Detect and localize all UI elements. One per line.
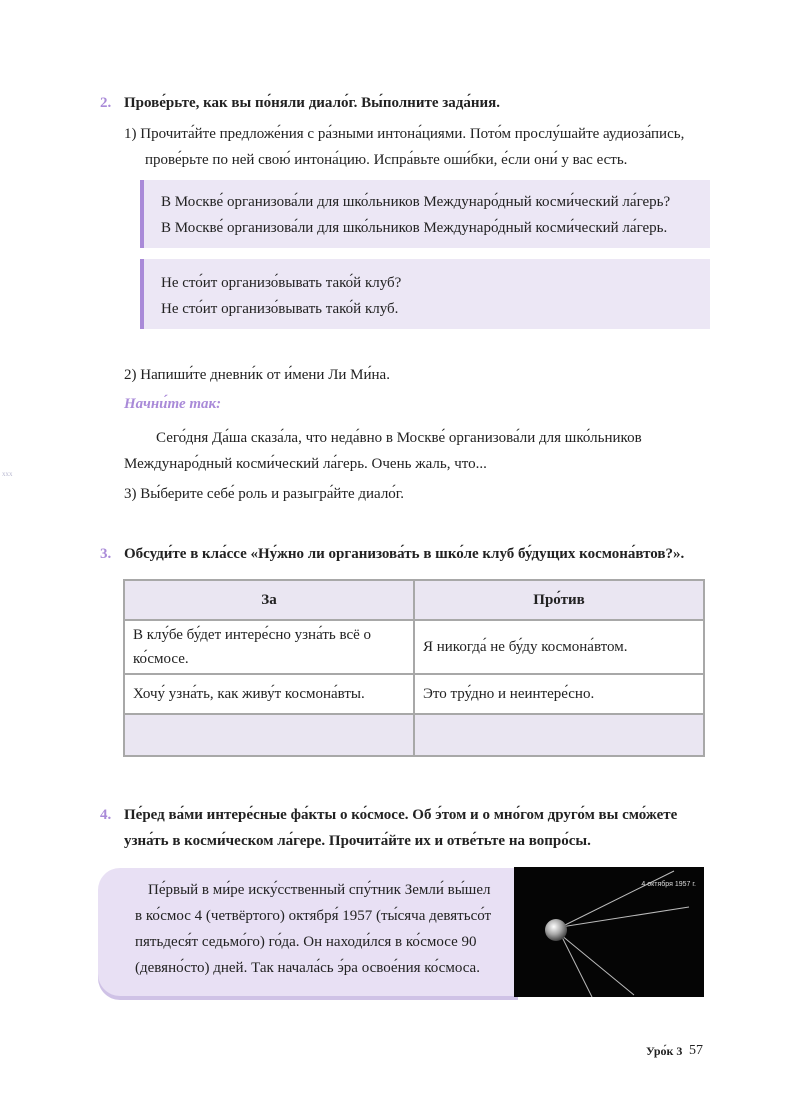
start-label: Начни́те так:	[124, 396, 222, 412]
header-contra: Про́тив	[415, 581, 703, 619]
table-row	[125, 621, 703, 673]
task-4-heading-line2: узна́ть в косми́ческом ла́гере. Прочита́йте их и отве́тьте на вопро́сы.	[124, 833, 591, 849]
table-cell	[415, 715, 703, 755]
task-2-sub1-line2: прове́рьте по ней свою́ интона́цию. Испра́вьте оши́бки, е́сли они́ у вас есть.	[145, 152, 628, 168]
task-4-number: 4.	[100, 807, 112, 823]
pro-contra-table	[123, 579, 705, 757]
table-cell: Это тру́дно и неинтере́сно.	[415, 675, 703, 713]
table-cell: Я никогда́ не бу́ду космона́втом.	[415, 621, 703, 673]
table-cell: Хочу́ узна́ть, как живу́т космона́вты.	[125, 675, 413, 713]
fact-line2: в ко́смос 4 (четвёртого) октября́ 1957 (ты́сяча девятьсо́т	[135, 908, 492, 924]
task-2-heading: Прове́рьте, как вы по́няли диало́г. Вы́полните зада́ния.	[124, 95, 501, 111]
table-row	[125, 675, 703, 713]
box1-question: В Москве́ организова́ли для шко́льников Междунаро́дный косми́ческий ла́герь?	[161, 194, 671, 210]
box2-question: Не сто́ит организо́вывать тако́й клуб?	[161, 275, 402, 291]
box2-statement: Не сто́ит организо́вывать тако́й клуб.	[161, 301, 399, 317]
task-2-sub3: 3) Вы́берите себе́ роль и разыгра́йте диало́г.	[124, 486, 405, 502]
task-4-heading-line1: Пе́ред ва́ми интере́сные фа́кты о ко́смосе. Об э́том и о мно́гом друго́м вы смо́жете	[124, 807, 678, 823]
page-number: 57	[689, 1043, 703, 1058]
task-3-number: 3.	[100, 546, 112, 562]
table-header-row	[125, 581, 703, 619]
fact-line1: Пе́рвый в ми́ре иску́сственный спу́тник Земли́ вы́шел	[148, 882, 491, 898]
table-cell	[125, 715, 413, 755]
task-3-heading: Обсуди́те в кла́ссе «Ну́жно ли организова́ть в шко́ле клуб бу́дущих космона́втов?».	[124, 546, 685, 562]
sample-line1: Сего́дня Да́ша сказа́ла, что неда́вно в Москве́ организова́ли для шко́льников	[156, 430, 642, 446]
intonation-box-2	[140, 259, 710, 329]
intonation-box-1	[140, 180, 710, 248]
sample-line2: Междунаро́дный косми́ческий ла́герь. Очень жаль, что...	[124, 456, 487, 472]
sputnik-photo	[514, 867, 704, 997]
task-2-sub1-line1: 1) Прочита́йте предложе́ния с ра́зными интона́циями. Пото́м прослу́шайте аудиоза́пись,	[124, 126, 685, 142]
table-cell: В клу́бе бу́дет интере́сно узна́ть всё о ко́смосе.	[125, 621, 413, 673]
task-2-sub2: 2) Напиши́те дневни́к от и́мени Ли Ми́на.	[124, 367, 390, 383]
fact-box	[98, 868, 518, 996]
fact-line3: пятьдеся́т седьмо́го) го́да. Он находи́лся в ко́смосе 90	[135, 934, 477, 950]
table-row	[125, 715, 703, 755]
photo-caption: 4 октября 1957 г.	[641, 881, 696, 888]
box1-statement: В Москве́ организова́ли для шко́льников Междунаро́дный косми́ческий ла́герь.	[161, 220, 668, 236]
task-2-number: 2.	[100, 95, 112, 111]
lesson-label: Уро́к 3	[646, 1044, 683, 1058]
margin-mark: xxx	[2, 470, 13, 478]
header-pro: За	[125, 581, 413, 619]
fact-line4: (девяно́сто) дней. Так начала́сь э́ра освое́ния ко́смоса.	[135, 960, 480, 976]
